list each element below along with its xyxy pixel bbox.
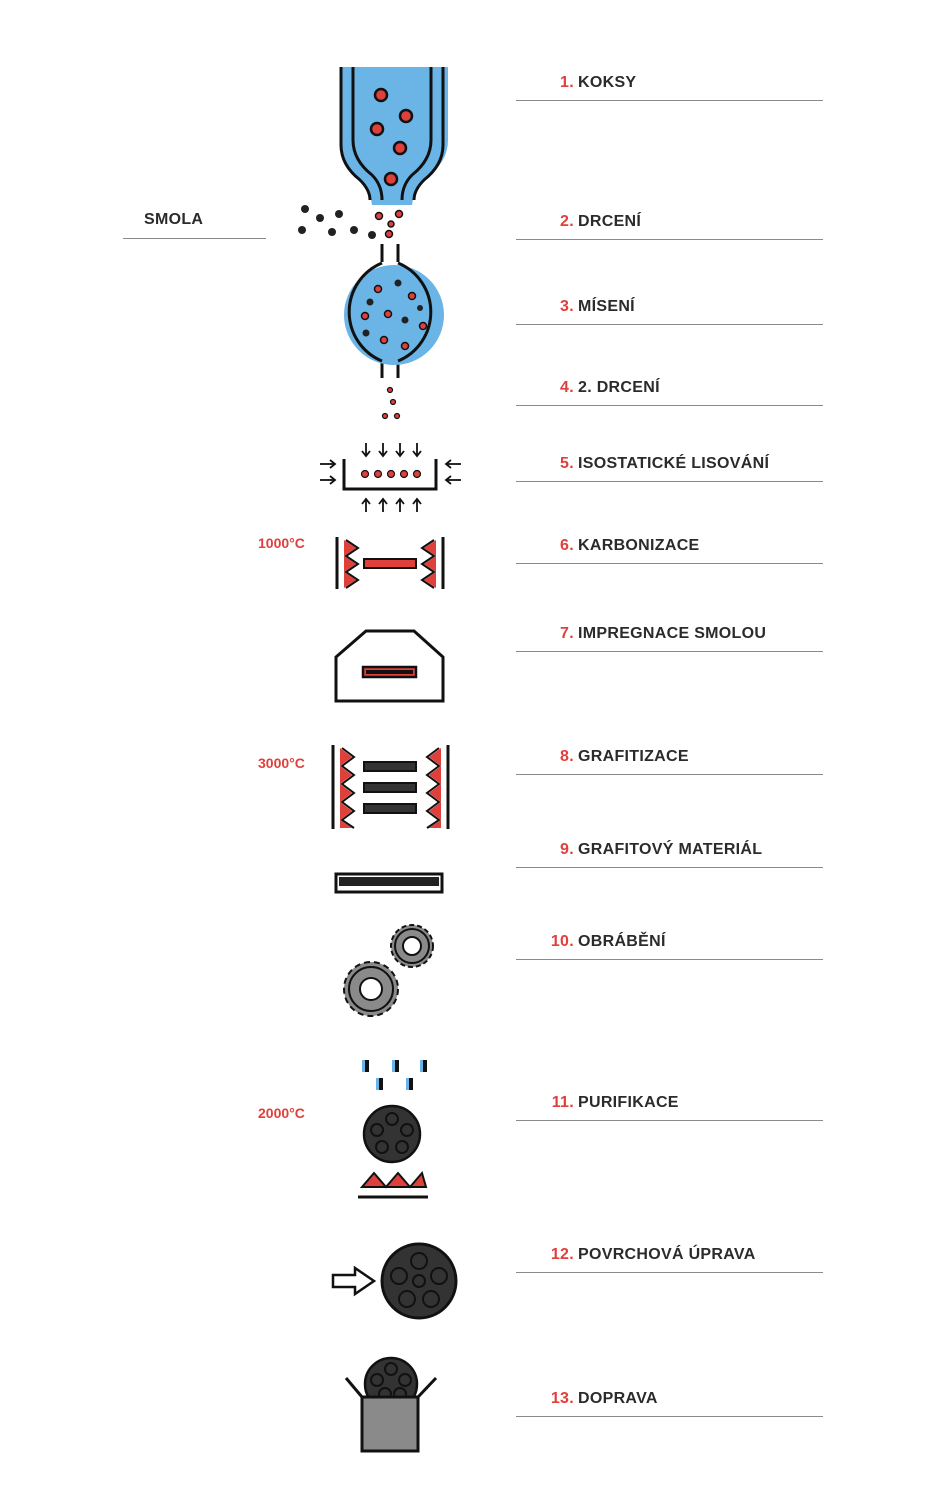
step-label: KARBONIZACE [578, 537, 700, 554]
step-11 [516, 1080, 823, 1121]
step-8 [516, 734, 823, 775]
fine-particles-icon [383, 388, 400, 419]
purification-temperature: 2000°C [258, 1105, 305, 1121]
graphitization-furnace-icon [333, 745, 448, 829]
step-number: 6. [560, 537, 574, 554]
graphite-block-icon [336, 874, 442, 892]
step-1 [516, 60, 823, 101]
step-number: 11. [551, 1094, 574, 1111]
step-number: 1. [560, 74, 574, 91]
shipping-box-icon [346, 1358, 436, 1451]
step-label: MÍSENÍ [578, 298, 635, 315]
surface-treatment-icon [333, 1244, 456, 1318]
step-5 [516, 441, 823, 482]
step-number: 13. [550, 1390, 574, 1407]
step-label: POVRCHOVÁ ÚPRAVA [578, 1246, 756, 1263]
step-number: 10. [550, 933, 574, 950]
side-input-label: SMOLA [144, 211, 204, 228]
step-label: GRAFITOVÝ MATERIÁL [578, 841, 763, 858]
side-input-smola [123, 196, 266, 239]
step-label: DOPRAVA [578, 1390, 658, 1407]
coke-hopper-icon [341, 67, 448, 205]
step-2 [516, 199, 823, 240]
step-4 [516, 365, 823, 406]
crushed-coke-icon [376, 211, 403, 238]
step-number: 9. [560, 841, 574, 858]
impregnation-vessel-icon [336, 631, 443, 701]
purification-icon [358, 1060, 428, 1197]
step-label: ISOSTATICKÉ LISOVÁNÍ [578, 455, 770, 472]
step-label: GRAFITIZACE [578, 748, 689, 765]
step-7 [516, 611, 823, 652]
step-label: DRCENÍ [578, 213, 642, 230]
pitch-particles-icon [298, 205, 376, 239]
step-6 [516, 523, 823, 564]
step-number: 5. [560, 455, 574, 472]
step-10 [516, 919, 823, 960]
gears-icon [344, 925, 433, 1016]
mixer-icon [344, 244, 444, 378]
step-number: 2. [560, 213, 574, 230]
step-number: 4. [560, 379, 574, 396]
step-label: PURIFIKACE [578, 1094, 679, 1111]
isostatic-press-icon [320, 443, 461, 512]
step-9 [516, 827, 823, 868]
carbonization-temperature: 1000°C [258, 535, 305, 551]
step-13 [516, 1376, 823, 1417]
step-label: IMPREGNACE SMOLOU [578, 625, 767, 642]
step-number: 3. [560, 298, 574, 315]
step-label: KOKSY [578, 74, 637, 91]
step-number: 7. [560, 625, 574, 642]
carbonization-furnace-icon [337, 537, 443, 589]
step-label: 2. DRCENÍ [578, 379, 660, 396]
graphitization-temperature: 3000°C [258, 755, 305, 771]
step-12 [516, 1232, 823, 1273]
step-3 [516, 284, 823, 325]
step-number: 8. [560, 748, 574, 765]
step-label: OBRÁBĚNÍ [578, 933, 666, 950]
step-number: 12. [550, 1246, 574, 1263]
